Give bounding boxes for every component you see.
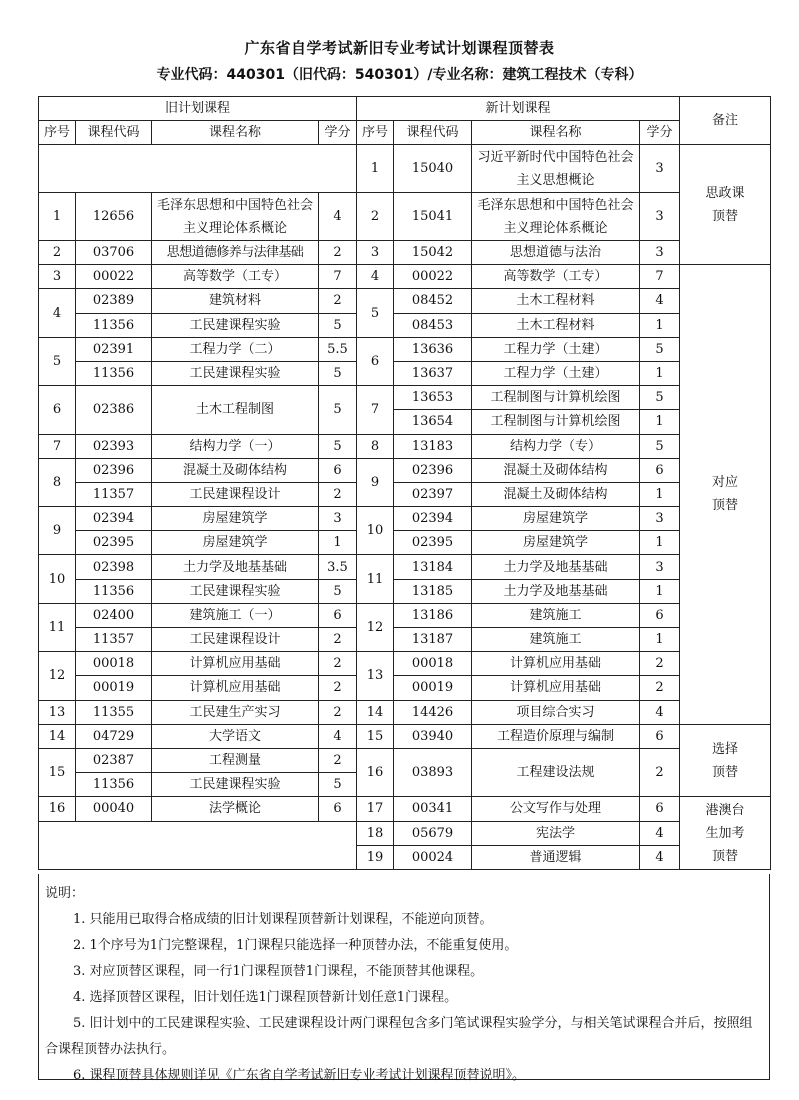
old-seq: 15 [39,748,76,796]
old-name: 房屋建筑学 [152,507,319,531]
old-code: 02396 [76,458,152,482]
new-credit: 4 [640,845,680,869]
new-seq: 7 [357,386,394,434]
new-name: 混凝土及砌体结构 [472,482,640,506]
old-empty-cell [39,145,357,193]
table-row [39,265,771,289]
new-code: 05679 [394,821,472,845]
old-credit: 2 [319,676,357,700]
old-code: 04729 [76,724,152,748]
old-name: 毛泽东思想和中国特色社会主义理论体系概论 [152,193,319,241]
old-credit: 6 [319,797,357,821]
table-row [39,555,771,579]
note-item: 4. 选择顶替区课程，旧计划任选1门课程顶替新计划任意1门课程。 [73,990,458,1005]
old-seq: 8 [39,458,76,506]
new-name: 建筑施工 [472,603,640,627]
new-code: 00022 [394,265,472,289]
new-name: 工程力学（土建） [472,361,640,385]
old-credit: 5 [319,361,357,385]
old-code: 11355 [76,700,152,724]
remark-corresponding [680,265,771,725]
note-item: 5. 旧计划中的工民建课程实验、工民建课程设计两门课程包含多门笔试课程实验学分，与相关笔试课程合并后，按照组合课程顶替办法执行。 [45,1016,753,1057]
new-credit: 2 [640,748,680,796]
new-credit: 4 [640,821,680,845]
old-code: 02387 [76,748,152,772]
old-seq-header: 序号 [39,121,76,145]
table-row [39,628,771,652]
new-name: 土力学及地基基础 [472,555,640,579]
table-row [39,482,771,506]
table-row [39,531,771,555]
old-name: 计算机应用基础 [152,676,319,700]
new-code: 02397 [394,482,472,506]
new-name: 土力学及地基基础 [472,579,640,603]
new-code: 15042 [394,241,472,265]
old-name: 大学语文 [152,724,319,748]
old-name: 建筑材料 [152,289,319,313]
new-credit: 1 [640,579,680,603]
new-code: 13653 [394,386,472,410]
new-credit: 3 [640,193,680,241]
new-credit: 6 [640,458,680,482]
new-seq: 5 [357,289,394,337]
new-seq-header: 序号 [357,121,394,145]
table-row [39,193,771,241]
old-name: 工民建课程实验 [152,773,319,797]
substitution-table [38,96,771,870]
new-seq: 17 [357,797,394,821]
new-name-header: 课程名称 [472,121,640,145]
new-code: 08452 [394,289,472,313]
new-code: 00019 [394,676,472,700]
page-title: 广东省自学考试新旧专业考试计划课程顶替表 [244,39,555,57]
new-plan-header: 新计划课程 [357,97,680,121]
new-name: 工程制图与计算机绘图 [472,410,640,434]
new-credit: 1 [640,628,680,652]
table-row [39,337,771,361]
old-seq: 4 [39,289,76,337]
remark-hk-macau-taiwan [680,797,771,870]
old-name: 工民建课程实验 [152,361,319,385]
new-code: 03893 [394,748,472,796]
new-code: 13636 [394,337,472,361]
old-credit: 4 [319,193,357,241]
new-credit: 7 [640,265,680,289]
old-name: 计算机应用基础 [152,652,319,676]
new-code-header: 课程代码 [394,121,472,145]
old-credit: 3.5 [319,555,357,579]
new-code: 15040 [394,145,472,193]
new-credit: 3 [640,145,680,193]
new-name: 混凝土及砌体结构 [472,458,640,482]
header-row-group [39,97,771,121]
old-code: 00018 [76,652,152,676]
old-credit: 2 [319,482,357,506]
old-name: 土力学及地基基础 [152,555,319,579]
new-code: 14426 [394,700,472,724]
old-credit: 6 [319,458,357,482]
new-credit: 4 [640,289,680,313]
table-row [39,507,771,531]
new-credit-header: 学分 [640,121,680,145]
new-code: 13186 [394,603,472,627]
note-item: 1. 只能用已取得合格成绩的旧计划课程顶替新计划课程，不能逆向顶替。 [73,912,493,927]
new-code: 13183 [394,434,472,458]
table-row [39,724,771,748]
notes-title: 说明： [45,886,85,901]
note-item: 6. 课程顶替具体规则详见《广东省自学考试新旧专业考试计划课程顶替说明》。 [73,1068,526,1083]
remark-text: 顶替 [712,848,739,864]
new-code: 03940 [394,724,472,748]
new-code: 00024 [394,845,472,869]
new-name: 思想道德与法治 [472,241,640,265]
old-name: 混凝土及砌体结构 [152,458,319,482]
old-code: 02394 [76,507,152,531]
old-name: 工程力学（二） [152,337,319,361]
old-credit: 5 [319,773,357,797]
notes-section [38,874,770,1083]
new-seq: 6 [357,337,394,385]
new-name: 高等数学（工专） [472,265,640,289]
old-name: 法学概论 [152,797,319,821]
old-seq: 10 [39,555,76,603]
old-name-header: 课程名称 [152,121,319,145]
table-row [39,652,771,676]
new-name: 项目综合实习 [472,700,640,724]
new-seq: 10 [357,507,394,555]
new-name: 房屋建筑学 [472,531,640,555]
new-code: 13637 [394,361,472,385]
old-code: 11356 [76,313,152,337]
new-credit: 6 [640,797,680,821]
old-credit: 2 [319,700,357,724]
remark-text: 思政课 [705,185,745,201]
new-seq: 4 [357,265,394,289]
remark-text: 顶替 [712,208,739,224]
new-name: 习近平新时代中国特色社会主义思想概论 [472,145,640,193]
old-name: 工民建生产实习 [152,700,319,724]
old-code: 02400 [76,603,152,627]
old-credit: 2 [319,748,357,772]
old-seq: 11 [39,603,76,651]
table-row [39,145,771,193]
new-name: 房屋建筑学 [472,507,640,531]
old-name: 思想道德修养与法律基础 [152,241,319,265]
new-credit: 1 [640,482,680,506]
table-row [39,361,771,385]
new-code: 02394 [394,507,472,531]
old-code: 11357 [76,482,152,506]
old-credit: 2 [319,628,357,652]
old-seq: 1 [39,193,76,241]
new-name: 毛泽东思想和中国特色社会主义理论体系概论 [472,193,640,241]
old-name: 工民建课程实验 [152,313,319,337]
old-seq: 9 [39,507,76,555]
new-name: 工程力学（土建） [472,337,640,361]
new-seq: 19 [357,845,394,869]
new-code: 08453 [394,313,472,337]
table-row [39,700,771,724]
new-name: 计算机应用基础 [472,676,640,700]
remark-text: 顶替 [712,764,739,780]
old-code: 02393 [76,434,152,458]
new-credit: 1 [640,361,680,385]
new-seq: 15 [357,724,394,748]
table-row [39,821,771,845]
new-credit: 1 [640,531,680,555]
old-seq: 16 [39,797,76,821]
new-name: 建筑施工 [472,628,640,652]
new-code: 15041 [394,193,472,241]
new-seq: 2 [357,193,394,241]
note-item: 3. 对应顶替区课程，同一行1门课程顶替1门课程，不能顶替其他课程。 [73,964,484,979]
remark-text: 选择 [712,741,739,757]
table-row [39,579,771,603]
new-code: 13654 [394,410,472,434]
old-code: 02395 [76,531,152,555]
new-name: 工程制图与计算机绘图 [472,386,640,410]
new-code: 00341 [394,797,472,821]
old-seq: 7 [39,434,76,458]
old-code: 11356 [76,773,152,797]
old-name: 工程测量 [152,748,319,772]
new-seq: 9 [357,458,394,506]
old-code: 11356 [76,361,152,385]
new-credit: 2 [640,676,680,700]
new-name: 工程造价原理与编制 [472,724,640,748]
new-credit: 1 [640,313,680,337]
new-name: 公文写作与处理 [472,797,640,821]
old-seq: 2 [39,241,76,265]
old-seq: 6 [39,386,76,434]
old-credit: 6 [319,603,357,627]
new-credit: 3 [640,507,680,531]
new-credit: 2 [640,652,680,676]
new-credit: 4 [640,700,680,724]
table-row [39,289,771,313]
old-credit: 2 [319,652,357,676]
old-credit-header: 学分 [319,121,357,145]
new-credit: 5 [640,337,680,361]
table-row [39,603,771,627]
new-credit: 3 [640,241,680,265]
old-code: 00019 [76,676,152,700]
new-name: 普通逻辑 [472,845,640,869]
old-code: 02389 [76,289,152,313]
old-seq: 13 [39,700,76,724]
old-credit: 4 [319,724,357,748]
old-code: 03706 [76,241,152,265]
table-row [39,458,771,482]
old-name: 建筑施工（一） [152,603,319,627]
old-name: 工民建课程设计 [152,482,319,506]
new-name: 结构力学（专） [472,434,640,458]
old-name: 工民建课程设计 [152,628,319,652]
new-credit: 6 [640,724,680,748]
new-seq: 16 [357,748,394,796]
new-name: 宪法学 [472,821,640,845]
old-empty-cell [39,821,357,869]
new-code: 00018 [394,652,472,676]
old-credit: 5 [319,434,357,458]
old-seq: 14 [39,724,76,748]
remark-text: 生加考 [705,825,745,841]
new-seq: 13 [357,652,394,700]
new-code: 13185 [394,579,472,603]
new-credit: 6 [640,603,680,627]
table-row [39,434,771,458]
old-code: 02398 [76,555,152,579]
old-credit: 5.5 [319,337,357,361]
old-name: 房屋建筑学 [152,531,319,555]
old-seq: 5 [39,337,76,385]
old-credit: 3 [319,507,357,531]
note-item: 2. 1个序号为1门完整课程，1门课程只能选择一种顶替办法，不能重复使用。 [73,938,518,953]
table-row [39,313,771,337]
header-row-columns [39,121,771,145]
old-credit: 5 [319,579,357,603]
old-name: 土木工程制图 [152,386,319,434]
table-row [39,797,771,821]
new-seq: 11 [357,555,394,603]
remark-text: 港澳台 [705,802,745,818]
old-credit: 5 [319,313,357,337]
old-code: 00040 [76,797,152,821]
old-code-header: 课程代码 [76,121,152,145]
old-code: 12656 [76,193,152,241]
table-row [39,676,771,700]
new-credit: 3 [640,555,680,579]
new-seq: 18 [357,821,394,845]
table-row [39,386,771,410]
new-name: 土木工程材料 [472,313,640,337]
new-credit: 1 [640,410,680,434]
new-credit: 5 [640,434,680,458]
new-code: 13184 [394,555,472,579]
old-code: 11357 [76,628,152,652]
old-code: 02386 [76,386,152,434]
remark-text: 顶替 [712,498,739,514]
new-code: 02395 [394,531,472,555]
remark-ideology [680,145,771,265]
new-code: 13187 [394,628,472,652]
new-name: 计算机应用基础 [472,652,640,676]
remark-text: 对应 [712,475,739,491]
old-credit: 2 [319,241,357,265]
new-seq: 12 [357,603,394,651]
table-row [39,748,771,772]
table-row [39,241,771,265]
old-name: 结构力学（一） [152,434,319,458]
old-seq: 12 [39,652,76,700]
old-plan-header: 旧计划课程 [39,97,357,121]
new-seq: 1 [357,145,394,193]
new-name: 土木工程材料 [472,289,640,313]
old-code: 11356 [76,579,152,603]
old-name: 高等数学（工专） [152,265,319,289]
new-seq: 14 [357,700,394,724]
new-credit: 5 [640,386,680,410]
old-credit: 2 [319,289,357,313]
page-subtitle: 专业代码：440301（旧代码：540301）/专业名称：建筑工程技术（专科） [156,67,643,83]
remark-optional [680,724,771,797]
old-credit: 7 [319,265,357,289]
old-seq: 3 [39,265,76,289]
new-code: 02396 [394,458,472,482]
new-name: 工程建设法规 [472,748,640,796]
new-seq: 8 [357,434,394,458]
old-code: 00022 [76,265,152,289]
old-credit: 5 [319,386,357,434]
new-seq: 3 [357,241,394,265]
remarks-header: 备注 [680,97,771,145]
old-code: 02391 [76,337,152,361]
old-name: 工民建课程实验 [152,579,319,603]
old-credit: 1 [319,531,357,555]
